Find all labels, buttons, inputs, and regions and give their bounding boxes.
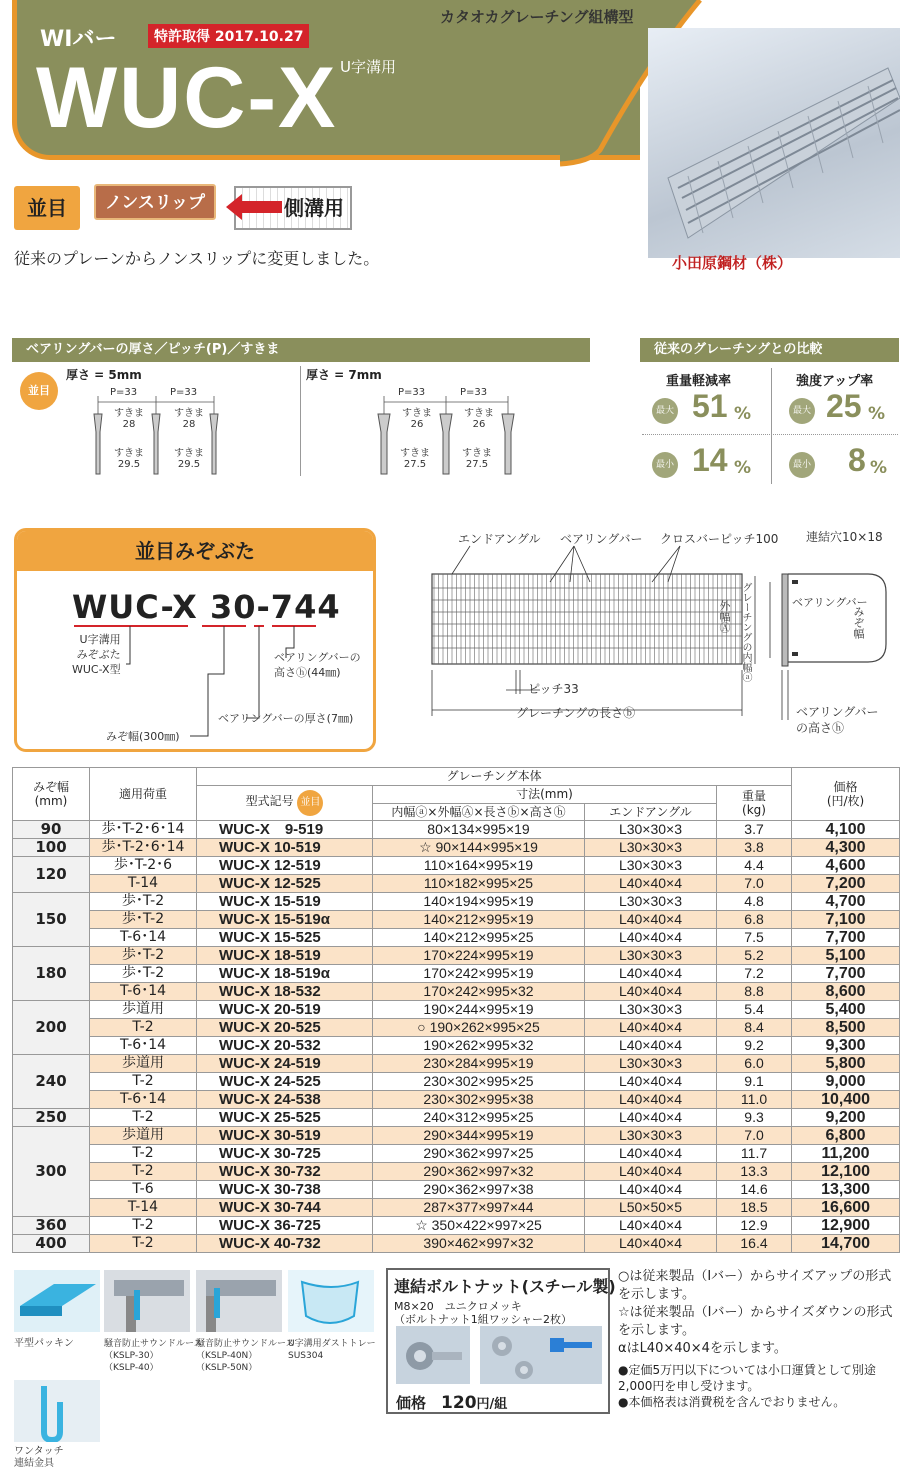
gap-label: すきま 27.5 [400,448,430,470]
price-cell: 16,600 [792,1199,900,1217]
weight-cell: 14.6 [717,1181,792,1199]
col-width-header: みぞ幅 (mm) [13,768,90,821]
dims-cell: 80×134×995×19 [373,821,585,839]
divider [771,368,772,484]
dims-cell: 230×302×995×38 [373,1091,585,1109]
bearing-bar-label: ベアリングバー [560,532,643,546]
pct-sign: % [734,404,752,424]
min-badge: 最小 [789,452,815,478]
weight-cell: 11.7 [717,1145,792,1163]
price-cell: 10,400 [792,1091,900,1109]
load-cell: 歩･T-2 [90,893,197,911]
namime-badge: 並目 [14,186,80,230]
col-dims-header: 寸法(mm) [373,785,717,803]
angle-cell: L40×40×4 [585,1073,717,1091]
table-row [13,1091,900,1109]
dims-cell: 290×362×997×38 [373,1181,585,1199]
price-cell: 12,900 [792,1217,900,1235]
groove-width-cell: 300 [13,1127,90,1217]
price-cell: 13,300 [792,1181,900,1199]
gap-label: すきま 26 [464,408,494,430]
namime-box-title: 並目みぞぶた [17,531,373,571]
code-annotation-2: ベアリングバーの 高さⓗ(44㎜) [274,651,361,679]
price-cell: 7,200 [792,875,900,893]
channel-type: U字溝用 [340,58,396,76]
table-row [13,1073,900,1091]
code-cell: WUC-X 20-532 [197,1037,373,1055]
thickness-7-label: 厚さ = 7mm [306,368,382,382]
weight-cell: 16.4 [717,1235,792,1253]
dims-cell: ☆ 90×144×995×19 [373,839,585,857]
strength-min-value: 8 [848,442,866,478]
load-cell: T-2 [90,1217,197,1235]
angle-cell: L40×40×4 [585,1145,717,1163]
dims-cell: 190×262×995×32 [373,1037,585,1055]
pct-sign: % [870,458,888,478]
code-cell: WUC-X 18-519 [197,947,373,965]
strength-up-label: 強度アップ率 [796,374,874,389]
weight-cell: 3.7 [717,821,792,839]
price-cell: 7,700 [792,965,900,983]
model-title: WUC-X [36,50,338,146]
groove-width-cell: 120 [13,857,90,893]
col-weight-header: 重量 (kg) [717,785,792,821]
pct-sign: % [868,404,886,424]
table-row [13,983,900,1001]
load-cell: 歩･T-2･6 [90,857,197,875]
dims-cell: 110×182×995×25 [373,875,585,893]
gap-label: すきま 29.5 [174,448,204,470]
table-row [13,1163,900,1181]
price-cell: 5,100 [792,947,900,965]
price-cell: 7,700 [792,929,900,947]
namime-circle-badge: 並目 [20,372,58,410]
load-cell: T-6･14 [90,929,197,947]
gap-label: すきま 28 [114,408,144,430]
note-item: ●本価格表は消費税を含んでおりません。 [618,1395,846,1409]
dims-cell: 290×362×997×25 [373,1145,585,1163]
code-cell: WUC-X 10-519 [197,839,373,857]
product-photo [648,28,900,258]
bolt-spec: M8×20 ユニクロメッキ [394,1300,522,1313]
accessory-label: U字溝用ダストトレー SUS304 [288,1339,376,1361]
crossbar-pitch-label: クロスバーピッチ100 [660,532,779,546]
thickness-5-label: 厚さ = 5mm [66,368,142,382]
load-cell: T-2 [90,1019,197,1037]
dims-cell: 140×194×995×19 [373,893,585,911]
patent-badge: 特許取得 2017.10.27 [148,24,309,48]
code-cell: WUC-X 24-519 [197,1055,373,1073]
table-row [13,875,900,893]
col-body-header: グレーチング本体 [197,768,792,786]
weight-cell: 9.3 [717,1109,792,1127]
col-angle-header: エンドアングル [585,803,717,821]
bearing-5mm-diagram [80,384,230,480]
load-cell: 歩道用 [90,1127,197,1145]
load-cell: 歩･T-2 [90,947,197,965]
angle-cell: L30×30×3 [585,947,717,965]
sound-loose-a-image [104,1270,190,1332]
angle-cell: L30×30×3 [585,857,717,875]
code-cell: WUC-X 15-519 [197,893,373,911]
code-cell: WUC-X 24-538 [197,1091,373,1109]
table-row [13,1127,900,1145]
max-badge: 最大 [652,398,678,424]
code-cell: WUC-X 30-519 [197,1127,373,1145]
price-cell: 6,800 [792,1127,900,1145]
table-row [13,1217,900,1235]
code-cell: WUC-X 24-525 [197,1073,373,1091]
code-cell: WUC-X 25-525 [197,1109,373,1127]
dims-cell: 290×362×997×32 [373,1163,585,1181]
pitch-label: P=33 [170,387,198,398]
one-touch-clip-image [14,1380,100,1442]
length-label: グレーチングの長さⓑ [516,706,636,720]
weight-cell: 12.9 [717,1217,792,1235]
pitch-label: P=33 [460,387,488,398]
table-row [13,1037,900,1055]
dims-cell: 230×302×995×25 [373,1073,585,1091]
weight-cell: 4.8 [717,893,792,911]
angle-cell: L30×30×3 [585,1055,717,1073]
angle-cell: L50×50×5 [585,1199,717,1217]
angle-cell: L30×30×3 [585,893,717,911]
code-cell: WUC-X 9-519 [197,821,373,839]
angle-cell: L40×40×4 [585,1091,717,1109]
note-item: αはL40×40×4を示します。 [618,1341,787,1356]
dims-cell: 110×164×995×19 [373,857,585,875]
load-cell: 歩･T-2 [90,911,197,929]
groove-width-cell: 250 [13,1109,90,1127]
col-price-header: 価格 (円/枚) [792,768,900,821]
max-badge: 最大 [789,398,815,424]
code-cell: WUC-X 15-519α [197,911,373,929]
groove-width-cell: 360 [13,1217,90,1235]
table-row [13,1181,900,1199]
maker-name: 小田原鋼材（株） [672,254,793,272]
table-row [13,1145,900,1163]
weight-cell: 4.4 [717,857,792,875]
groove-width-cell: 400 [13,1235,90,1253]
code-cell: WUC-X 30-732 [197,1163,373,1181]
load-cell: T-6･14 [90,1037,197,1055]
price-cell: 5,400 [792,1001,900,1019]
price-cell: 4,700 [792,893,900,911]
compare-section-title: 従来のグレーチングとの比較 [640,338,899,362]
load-cell: T-6･14 [90,983,197,1001]
load-cell: T-2 [90,1235,197,1253]
bolt-image [396,1326,470,1384]
pitch-33-label: ピッチ33 [528,682,579,696]
angle-cell: L40×40×4 [585,1235,717,1253]
weight-cell: 11.0 [717,1091,792,1109]
load-cell: T-2 [90,1163,197,1181]
weight-reduction-label: 重量軽減率 [666,374,732,389]
dims-cell: ☆ 350×422×997×25 [373,1217,585,1235]
hole-label: 連結穴10×18 [806,530,883,544]
weight-cell: 6.8 [717,911,792,929]
angle-cell: L40×40×4 [585,1217,717,1235]
weight-cell: 7.0 [717,1127,792,1145]
dims-cell: 240×312×995×25 [373,1109,585,1127]
gap-label: すきま 29.5 [114,448,144,470]
groove-width-cell: 150 [13,893,90,947]
dims-cell: 287×377×997×44 [373,1199,585,1217]
code-cell: WUC-X 15-525 [197,929,373,947]
note-item: ☆は従来製品（Iバー）からサイズダウンの形式を示します。 [618,1305,893,1338]
price-cell: 5,800 [792,1055,900,1073]
price-cell: 4,300 [792,839,900,857]
weight-cell: 13.3 [717,1163,792,1181]
lead-text: 従来のプレーンからノンスリップに変更しました。 [14,249,380,268]
bolt-title: 連結ボルトナット(スチール製) [394,1277,616,1296]
pct-sign: % [734,458,752,478]
min-badge: 最小 [652,452,678,478]
gap-label: すきま 26 [402,408,432,430]
bolt-set-image [480,1326,602,1384]
weight-cell: 7.5 [717,929,792,947]
angle-cell: L40×40×4 [585,929,717,947]
price-cell: 4,100 [792,821,900,839]
table-row [13,1055,900,1073]
dims-cell: 390×462×997×32 [373,1235,585,1253]
flat-packing-image [14,1270,100,1332]
load-cell: T-14 [90,1199,197,1217]
table-row [13,1235,900,1253]
weight-max-value: 51 [692,388,728,424]
code-annotation-4: みぞ幅(300㎜) [106,730,180,743]
load-cell: T-6 [90,1181,197,1199]
weight-cell: 18.5 [717,1199,792,1217]
dims-cell: 290×344×995×19 [373,1127,585,1145]
code-annotation-3: ベアリングバーの厚さ(7㎜) [218,712,354,725]
code-cell: WUC-X 30-738 [197,1181,373,1199]
angle-cell: L40×40×4 [585,1019,717,1037]
code-cell: WUC-X 30-725 [197,1145,373,1163]
table-row [13,1019,900,1037]
dims-cell: 140×212×995×25 [373,929,585,947]
code-cell: WUC-X 30-744 [197,1199,373,1217]
load-cell: 歩･T-2･6･14 [90,839,197,857]
angle-cell: L30×30×3 [585,1127,717,1145]
dims-cell: 170×242×995×32 [373,983,585,1001]
nonslip-badge: ノンスリップ [94,184,216,220]
weight-cell: 3.8 [717,839,792,857]
code-cell: WUC-X 18-532 [197,983,373,1001]
groove-width-cell: 200 [13,1001,90,1055]
table-row [13,821,900,839]
table-row [13,1109,900,1127]
dims-cell: 190×244×995×19 [373,1001,585,1019]
accessory-label: 騒音防止サウンドルース （KSLP-30） （KSLP-40） [104,1339,203,1373]
strength-max-value: 25 [826,388,862,424]
table-row [13,965,900,983]
note-item: ○は従来製品（Iバー）からサイズアップの形式を示します。 [618,1269,892,1302]
weight-cell: 9.2 [717,1037,792,1055]
price-cell: 9,200 [792,1109,900,1127]
table-row [13,1001,900,1019]
end-angle-label: エンドアングル [458,532,541,546]
price-cell: 8,600 [792,983,900,1001]
price-cell: 4,600 [792,857,900,875]
dims-cell: ○ 190×262×995×25 [373,1019,585,1037]
bearing-section-title: ベアリングバーの厚さ／ピッチ(P)／すきま [12,338,590,362]
divider [300,366,301,476]
weight-cell: 7.2 [717,965,792,983]
groove-width-label: みぞ幅 [852,606,865,639]
load-cell: 歩･T-2 [90,965,197,983]
angle-cell: L40×40×4 [585,983,717,1001]
notes [618,1268,904,1410]
angle-cell: L40×40×4 [585,875,717,893]
code-cell: WUC-X 18-519α [197,965,373,983]
code-cell: WUC-X 12-519 [197,857,373,875]
load-cell: T-6･14 [90,1091,197,1109]
bolt-price: 価格 120円/組 [396,1393,508,1413]
dust-tray-image [288,1270,374,1332]
price-cell: 7,100 [792,911,900,929]
gap-label: すきま 27.5 [462,448,492,470]
weight-cell: 5.4 [717,1001,792,1019]
note-item: ●定価5万円以下については小口運賃として別途2,000円を申し受けます。 [618,1363,876,1393]
load-cell: T-2 [90,1109,197,1127]
load-cell: T-2 [90,1073,197,1091]
table-row [13,947,900,965]
code-cell: WUC-X 20-525 [197,1019,373,1037]
series-label: WIバー [40,27,117,52]
angle-cell: L30×30×3 [585,1001,717,1019]
angle-cell: L30×30×3 [585,839,717,857]
load-cell: T-14 [90,875,197,893]
groove-width-cell: 90 [13,821,90,839]
arrow-left-icon [226,194,282,220]
table-row [13,893,900,911]
load-cell: 歩･T-2･6･14 [90,821,197,839]
dims-cell: 170×242×995×19 [373,965,585,983]
weight-cell: 5.2 [717,947,792,965]
weight-cell: 6.0 [717,1055,792,1073]
pitch-label: P=33 [398,387,426,398]
model-code-example: WUC-X 30-744 [72,588,341,626]
price-cell: 12,100 [792,1163,900,1181]
angle-cell: L30×30×3 [585,821,717,839]
code-cell: WUC-X 20-519 [197,1001,373,1019]
price-cell: 9,000 [792,1073,900,1091]
sokko-badge: 側溝用 [234,186,352,230]
divider [642,434,898,435]
groove-width-cell: 180 [13,947,90,1001]
dims-cell: 230×284×995×19 [373,1055,585,1073]
accessory-label: ワンタッチ 連結金具 [14,1446,64,1469]
accessory-label: 騒音防止サウンドルース （KSLP-40N） （KSLP-50N） [196,1339,295,1373]
angle-cell: L40×40×4 [585,965,717,983]
groove-width-cell: 100 [13,839,90,857]
table-row [13,911,900,929]
table-row [13,929,900,947]
load-cell: 歩道用 [90,1055,197,1073]
col-dims-sub-header: 内幅ⓐ×外幅Ⓐ×長さⓑ×高さⓗ [373,803,585,821]
angle-cell: L40×40×4 [585,1109,717,1127]
accessory-label: 平型パッキン [14,1338,74,1349]
col-code-header: 型式記号 並目 [197,785,373,821]
code-annotation-1: U字溝用 みぞぶた WUC-X型 [72,633,121,676]
price-cell: 8,500 [792,1019,900,1037]
bolt-spec-2: （ボルトナット1組ワッシャー2枚） [394,1313,573,1326]
angle-cell: L40×40×4 [585,911,717,929]
price-cell: 9,300 [792,1037,900,1055]
load-cell: T-2 [90,1145,197,1163]
table-row [13,1199,900,1217]
angle-cell: L40×40×4 [585,1163,717,1181]
load-cell: 歩道用 [90,1001,197,1019]
pitch-label: P=33 [110,387,138,398]
category-label: カタオカグレーチング組構型 [440,8,634,26]
price-cell: 11,200 [792,1145,900,1163]
bearing-bar-label-2: ベアリングバー [792,596,868,609]
dims-cell: 170×224×995×19 [373,947,585,965]
price-cell: 14,700 [792,1235,900,1253]
weight-cell: 8.4 [717,1019,792,1037]
code-cell: WUC-X 12-525 [197,875,373,893]
gap-label: すきま 28 [174,408,204,430]
groove-width-cell: 240 [13,1055,90,1109]
price-table [12,767,900,1253]
code-cell: WUC-X 36-725 [197,1217,373,1235]
bearing-height-label: ベアリングバー の高さⓗ [796,705,879,735]
inner-width-label: グレーチングの内幅ⓐ [740,582,751,682]
weight-cell: 9.1 [717,1073,792,1091]
angle-cell: L40×40×4 [585,1037,717,1055]
bearing-7mm-diagram [366,384,526,480]
outer-width-label: 外幅Ⓐ [718,600,731,633]
code-cell: WUC-X 40-732 [197,1235,373,1253]
weight-cell: 7.0 [717,875,792,893]
weight-min-value: 14 [692,442,728,478]
namime-header-badge: 並目 [297,790,323,816]
angle-cell: L40×40×4 [585,1181,717,1199]
table-row [13,839,900,857]
table-row [13,857,900,875]
weight-cell: 8.8 [717,983,792,1001]
dims-cell: 140×212×995×19 [373,911,585,929]
sound-loose-b-image [196,1270,282,1332]
col-load-header: 適用荷重 [90,768,197,821]
